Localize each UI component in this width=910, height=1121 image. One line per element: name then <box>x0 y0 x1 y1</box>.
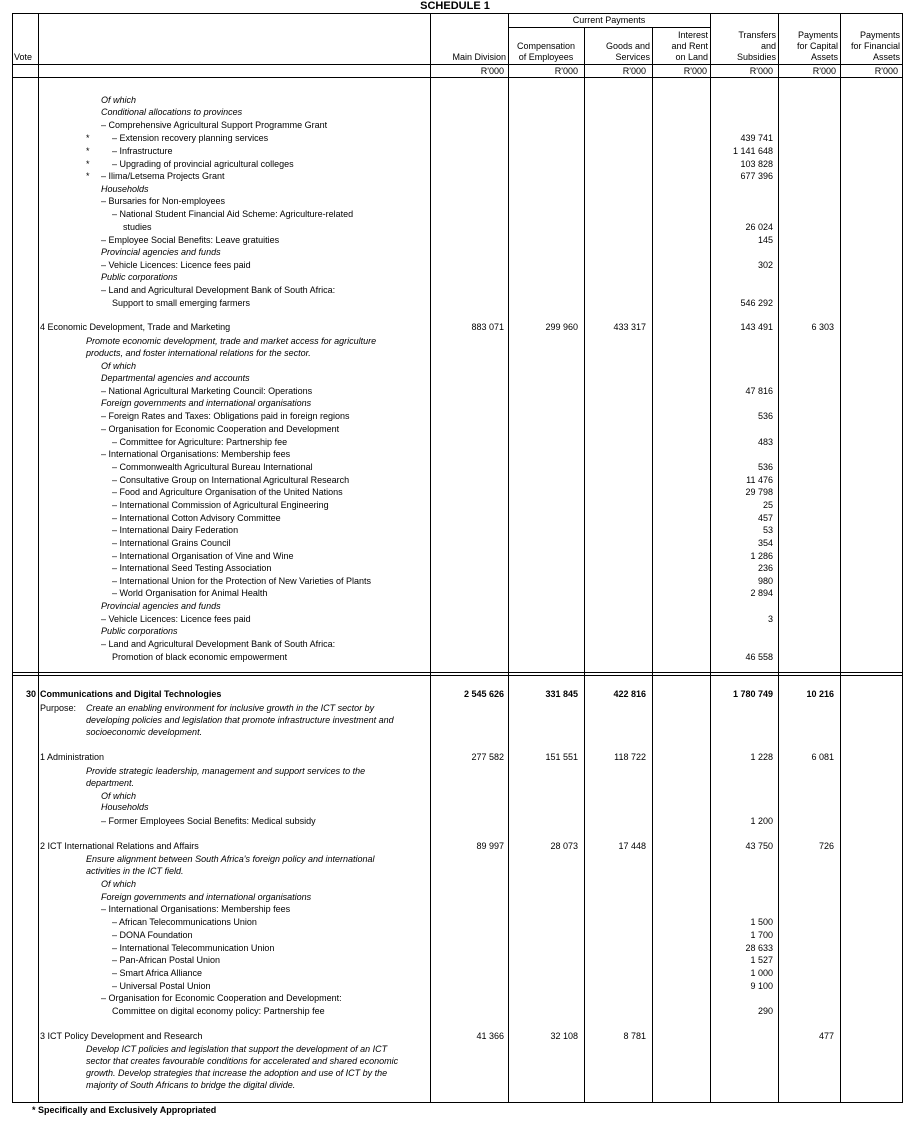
header-financial-1: Payments <box>859 30 900 40</box>
row-label: – Organisation for Economic Cooperation and Development: <box>101 993 342 1003</box>
header-capital-2: for Capital <box>796 41 838 51</box>
cell-co: 28 073 <box>550 841 578 851</box>
header-capital-3: Assets <box>810 52 838 62</box>
appropriation-marker: * <box>86 159 90 169</box>
footnote: * Specifically and Exclusively Appropriated <box>32 1105 217 1115</box>
cell-ca: 726 <box>818 841 834 851</box>
row-label: – Committee for Agriculture: Partnership fee <box>112 437 288 447</box>
cell-gs: 8 781 <box>623 1031 646 1041</box>
header-main-division: Main Division <box>452 52 506 62</box>
cell-tr: 457 <box>757 513 773 523</box>
cell-vote: 30 <box>25 689 36 699</box>
row-label: – International Union for the Protection of New Varieties of Plants <box>112 576 371 586</box>
col-border-transfers <box>778 13 779 1103</box>
cell-ca: 6 303 <box>811 322 834 332</box>
bottom-border <box>12 1102 902 1103</box>
row-label: – International Cotton Advisory Committee <box>112 513 281 523</box>
row-label: – World Organisation for Animal Health <box>112 588 268 598</box>
cell-gs: 422 816 <box>613 689 646 699</box>
row-label: Purpose: <box>40 703 77 713</box>
unit-transfers: R'000 <box>749 66 773 76</box>
row-label: – Consultative Group on International Agricultural Research <box>112 475 350 485</box>
cell-tr: 980 <box>757 576 773 586</box>
header-financial-3: Assets <box>872 52 900 62</box>
unit-main-division: R'000 <box>480 66 504 76</box>
header-bottom-rule <box>12 64 902 65</box>
cell-tr: 290 <box>757 1006 773 1016</box>
row-label: – Ilima/Letsema Projects Grant <box>101 171 225 181</box>
unit-row-rule <box>12 77 902 78</box>
cell-co: 299 960 <box>545 322 578 332</box>
cell-tr: 236 <box>757 563 773 573</box>
header-vote: Vote <box>14 52 33 62</box>
row-label: Of which <box>101 361 137 371</box>
cell-tr: 1 700 <box>750 930 773 940</box>
row-label: Departmental agencies and accounts <box>101 373 250 383</box>
row-label: – Upgrading of provincial agricultural colleges <box>112 159 294 169</box>
row-label: Communications and Digital Technologies <box>40 689 222 699</box>
cell-tr: 1 500 <box>750 917 773 927</box>
header-current-payments: Current Payments <box>572 15 646 25</box>
header-compensation-2: of Employees <box>518 52 574 62</box>
row-label: Support to small emerging farmers <box>112 298 251 308</box>
row-label: Create an enabling environment for inclusive growth in the ICT sector by <box>86 703 375 713</box>
cell-tr: 439 741 <box>740 133 773 143</box>
cell-tr: 29 798 <box>745 487 773 497</box>
appropriation-marker: * <box>86 171 90 181</box>
row-label: 3 ICT Policy Development and Research <box>40 1031 203 1041</box>
row-label: – International Grains Council <box>112 538 231 548</box>
row-label: – National Student Financial Aid Scheme: Agriculture-related <box>112 209 354 219</box>
cell-md: 89 997 <box>476 841 504 851</box>
cell-tr: 1 228 <box>750 752 773 762</box>
row-label: – Employee Social Benefits: Leave gratuities <box>101 235 280 245</box>
cell-tr: 11 476 <box>746 475 773 485</box>
cell-gs: 118 722 <box>614 752 646 762</box>
row-label: – Infrastructure <box>112 146 173 156</box>
row-label: 2 ICT International Relations and Affairs <box>40 841 199 851</box>
row-label: – Land and Agricultural Development Bank of South Africa: <box>101 639 336 649</box>
cell-tr: 26 024 <box>745 222 773 232</box>
cell-tr: 25 <box>762 500 773 510</box>
cell-co: 32 108 <box>550 1031 578 1041</box>
row-label: – National Agricultural Marketing Council: Operations <box>101 386 313 396</box>
schedule-title: SCHEDULE 1 <box>420 0 490 12</box>
row-label: 1 Administration <box>40 752 105 762</box>
row-label: Public corporations <box>101 626 178 636</box>
row-label: – African Telecommunications Union <box>112 917 257 927</box>
cell-md: 2 545 626 <box>463 689 504 699</box>
row-label: – International Organisations: Membership fees <box>101 449 291 459</box>
row-label: Of which <box>101 95 137 105</box>
header-goods-2: Services <box>615 52 650 62</box>
row-label: Households <box>101 184 149 194</box>
appropriation-marker: * <box>86 146 90 156</box>
row-label: – Universal Postal Union <box>112 981 211 991</box>
col-border-right <box>902 13 903 1103</box>
row-label: – Smart Africa Alliance <box>112 968 203 978</box>
header-financial-2: for Financial <box>850 41 900 51</box>
header-interest-3: on Land <box>675 52 708 62</box>
cell-tr: 1 200 <box>750 816 773 826</box>
row-label: products, and foster international relations for the sector. <box>86 348 311 358</box>
row-label: Households <box>101 802 149 812</box>
row-label: growth. Develop strategies that increase the adoption and use of ICT by the <box>86 1068 388 1078</box>
cell-tr: 103 828 <box>740 159 773 169</box>
row-label: – Vehicle Licences: Licence fees paid <box>101 614 251 624</box>
cell-tr: 2 894 <box>750 588 773 598</box>
cell-tr: 302 <box>757 260 773 270</box>
col-border-vote <box>38 13 39 1103</box>
col-border-goods <box>652 27 653 1103</box>
unit-financial: R'000 <box>874 66 898 76</box>
col-border-left <box>12 13 13 1103</box>
row-label: – Food and Agriculture Organisation of the United Nations <box>112 487 343 497</box>
cell-tr: 483 <box>757 437 773 447</box>
cell-co: 331 845 <box>545 689 578 699</box>
row-label: developing policies and legislation that promote infrastructure investment and <box>86 715 394 725</box>
cell-tr: 1 780 749 <box>732 689 773 699</box>
row-label: – Comprehensive Agricultural Support Programme Grant <box>101 120 328 130</box>
row-label: – Vehicle Licences: Licence fees paid <box>101 260 251 270</box>
cell-ca: 10 216 <box>806 689 834 699</box>
header-transfers-3: Subsidies <box>736 52 776 62</box>
unit-compensation: R'000 <box>554 66 578 76</box>
row-label: – International Telecommunication Union <box>112 943 275 953</box>
cell-ca: 477 <box>818 1031 834 1041</box>
cell-ca: 6 081 <box>811 752 834 762</box>
row-label: studies <box>123 222 152 232</box>
row-label: Provincial agencies and funds <box>101 601 221 611</box>
row-label: Ensure alignment between South Africa's foreign policy and international <box>86 854 375 864</box>
header-compensation-1: Compensation <box>516 41 576 51</box>
cell-tr: 46 558 <box>745 652 773 662</box>
cell-tr: 1 527 <box>750 955 773 965</box>
row-label: Provide strategic leadership, management and support services to the <box>86 766 366 776</box>
cell-tr: 145 <box>757 235 773 245</box>
row-label: Develop ICT policies and legislation that support the development of an ICT <box>86 1044 388 1054</box>
row-label: – Organisation for Economic Cooperation and Development <box>101 424 340 434</box>
cell-tr: 536 <box>757 411 773 421</box>
row-label: – Pan-African Postal Union <box>112 955 221 965</box>
unit-goods: R'000 <box>622 66 646 76</box>
row-label: Promotion of black economic empowerment <box>112 652 288 662</box>
row-label: Of which <box>101 791 137 801</box>
vote-separator-top <box>12 672 902 673</box>
cell-tr: 3 <box>767 614 773 624</box>
cell-tr: 536 <box>757 462 773 472</box>
row-label: – Foreign Rates and Taxes: Obligations paid in foreign regions <box>101 411 350 421</box>
cell-tr: 354 <box>757 538 773 548</box>
unit-interest: R'000 <box>683 66 707 76</box>
row-label: 4 Economic Development, Trade and Marketing <box>40 322 231 332</box>
row-label: department. <box>86 778 135 788</box>
row-label: Of which <box>101 879 137 889</box>
row-label: – International Dairy Federation <box>112 525 239 535</box>
cell-tr: 1 286 <box>750 551 773 561</box>
col-border-desc <box>430 13 431 1103</box>
row-label: activities in the ICT field. <box>86 866 184 876</box>
cell-tr: 677 396 <box>740 171 773 181</box>
header-capital-1: Payments <box>797 30 838 40</box>
col-border-main <box>508 13 509 1103</box>
cell-md: 41 366 <box>476 1031 504 1041</box>
col-border-capital <box>840 13 841 1103</box>
header-goods-1: Goods and <box>605 41 650 51</box>
row-label: – International Organisation of Vine and Wine <box>112 551 294 561</box>
row-label: – Land and Agricultural Development Bank of South Africa: <box>101 285 336 295</box>
cell-tr: 546 292 <box>740 298 773 308</box>
cell-tr: 47 816 <box>745 386 773 396</box>
cell-tr: 1 141 648 <box>732 146 773 156</box>
cell-gs: 433 317 <box>613 322 646 332</box>
col-border-comp <box>584 27 585 1103</box>
row-label: – DONA Foundation <box>112 930 193 940</box>
row-label: Provincial agencies and funds <box>101 247 221 257</box>
vote-separator-bottom <box>12 675 902 676</box>
header-transfers-1: Transfers <box>738 30 776 40</box>
cell-md: 277 582 <box>471 752 504 762</box>
row-label: Committee on digital economy policy: Partnership fee <box>112 1006 325 1016</box>
header-interest-2: and Rent <box>671 41 708 51</box>
header-transfers-2: and <box>760 41 776 51</box>
cell-tr: 1 000 <box>750 968 773 978</box>
cell-tr: 53 <box>762 525 773 535</box>
cell-tr: 143 491 <box>740 322 773 332</box>
row-label: sector that creates favourable conditions for accelerated and shared economic <box>86 1056 399 1066</box>
cell-tr: 28 633 <box>745 943 773 953</box>
header-interest-1: Interest <box>677 30 708 40</box>
cell-co: 151 551 <box>545 752 578 762</box>
current-payments-rule <box>508 27 710 28</box>
row-label: – Former Employees Social Benefits: Medical subsidy <box>101 816 316 826</box>
row-label: – International Seed Testing Association <box>112 563 272 573</box>
row-label: Promote economic development, trade and market access for agriculture <box>86 336 377 346</box>
row-label: – International Organisations: Membership fees <box>101 904 291 914</box>
row-label: – International Commission of Agricultural Engineering <box>112 500 329 510</box>
row-label: – Commonwealth Agricultural Bureau International <box>112 462 313 472</box>
row-label: – Bursaries for Non-employees <box>101 196 226 206</box>
top-border <box>12 13 902 14</box>
cell-gs: 17 448 <box>618 841 646 851</box>
row-label: Foreign governments and international organisations <box>101 398 312 408</box>
cell-md: 883 071 <box>471 322 504 332</box>
row-label: majority of South Africans to bridge the digital divide. <box>86 1080 296 1090</box>
row-label: socioeconomic development. <box>86 727 203 737</box>
unit-capital: R'000 <box>812 66 836 76</box>
cell-tr: 43 750 <box>745 841 773 851</box>
cell-tr: 9 100 <box>750 981 773 991</box>
row-label: Conditional allocations to provinces <box>101 107 243 117</box>
row-label: Public corporations <box>101 272 178 282</box>
row-label: – Extension recovery planning services <box>112 133 269 143</box>
appropriation-marker: * <box>86 133 90 143</box>
row-label: Foreign governments and international organisations <box>101 892 312 902</box>
